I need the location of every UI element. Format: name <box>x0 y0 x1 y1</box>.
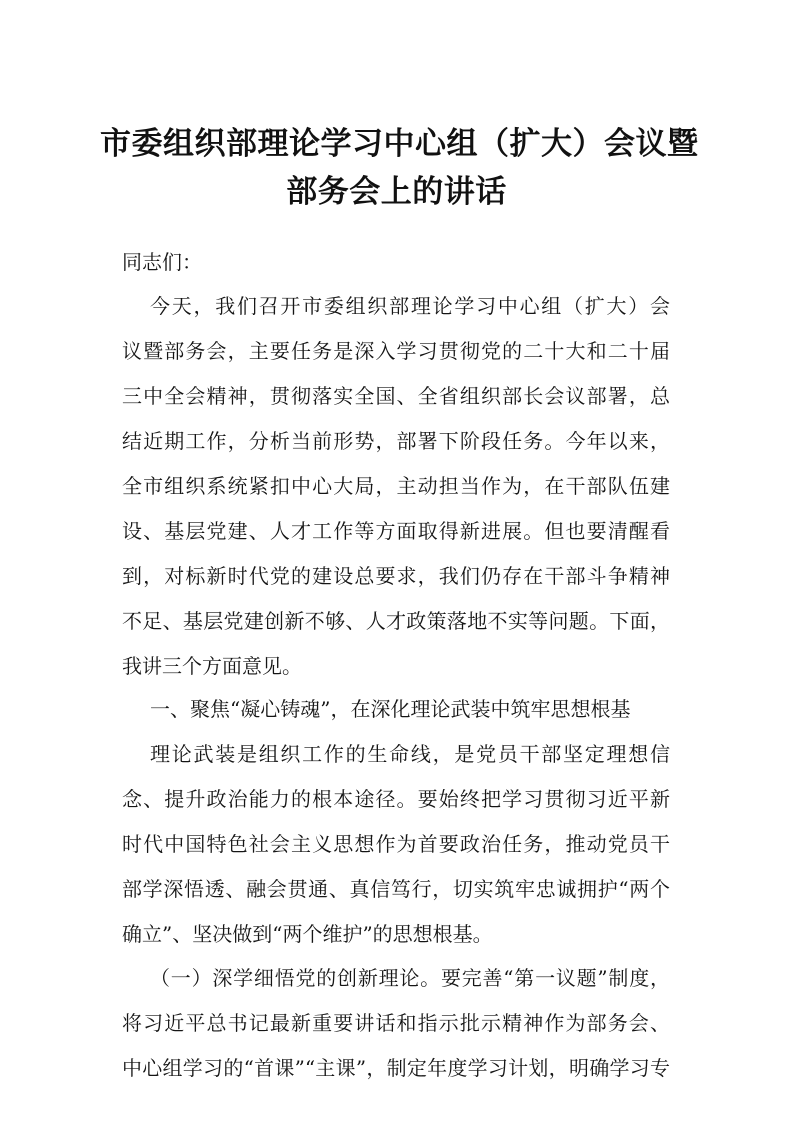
document-title-line-1: 市委组织部理论学习中心组（扩大）会议暨 <box>100 126 699 162</box>
para1-line: 不足、基层党建创新不够、人才政策落地不实等问题。下面， <box>122 609 670 633</box>
para1-line: 今天，我们召开市委组织部理论学习中心组（扩大）会 <box>150 294 670 318</box>
para1-line: 全市组织系统紧扣中心大局，主动担当作为，在干部队伍建 <box>122 474 670 498</box>
para1-line: 三中全会精神，贯彻落实全国、全省组织部长会议部署，总 <box>122 384 670 408</box>
para3-line: （一）深学细悟党的创新理论。要完善“第一议题”制度， <box>150 966 670 990</box>
para1-line: 设、基层党建、人才工作等方面取得新进展。但也要清醒看 <box>122 519 670 543</box>
para1-line: 结近期工作，分析当前形势，部署下阶段任务。今年以来， <box>122 429 670 453</box>
para2-line: 念、提升政治能力的根本途径。要始终把学习贯彻习近平新 <box>122 787 670 811</box>
para1-line: 议暨部务会，主要任务是深入学习贯彻党的二十大和二十届 <box>122 339 670 363</box>
para1-line: 我讲三个方面意见。 <box>122 654 302 678</box>
para1-line: 到，对标新时代党的建设总要求，我们仍存在干部斗争精神 <box>122 564 670 588</box>
para3-line: 将习近平总书记最新重要讲话和指示批示精神作为部务会、 <box>122 1011 670 1035</box>
para2-line: 时代中国特色社会主义思想作为首要政治任务，推动党员干 <box>122 832 670 856</box>
para2-line: 确立”、坚决做到“两个维护”的思想根基。 <box>122 922 493 946</box>
para3-line: 中心组学习的“首课”“主课”，制定年度学习计划，明确学习专 <box>122 1056 670 1080</box>
section-heading-1: 一、聚焦“凝心铸魂”，在深化理论武装中筑牢思想根基 <box>150 697 631 721</box>
para2-line: 部学深悟透、融会贯通、真信笃行，切实筑牢忠诚拥护“两个 <box>122 877 670 901</box>
document-title-line-2: 部务会上的讲话 <box>286 174 507 210</box>
para2-line: 理论武装是组织工作的生命线，是党员干部坚定理想信 <box>150 742 670 766</box>
greeting: 同志们： <box>122 250 202 274</box>
